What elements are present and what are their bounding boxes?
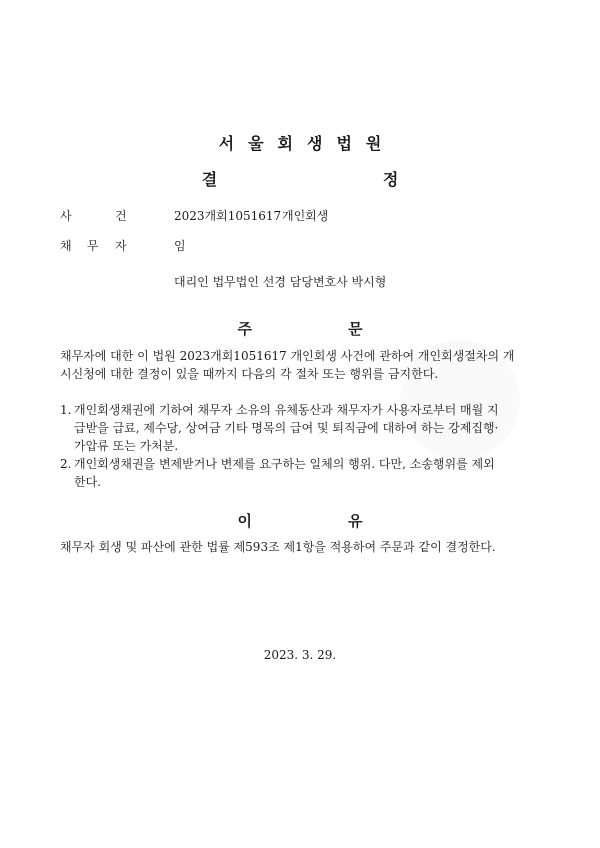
- order-item-line: 한다.: [74, 475, 101, 489]
- order-item-line: 급받을 급료, 제수당, 상여금 기타 명목의 급여 및 퇴직금에 대하여 하는 강제집행·: [74, 421, 499, 435]
- order-item-line: 개인회생채권을 변제받거나 변제를 요구하는 일체의 행위. 다만, 소송행위를 제외: [74, 457, 495, 471]
- reason-heading-char: 이: [237, 512, 253, 530]
- order-heading-char: 문: [347, 320, 363, 338]
- reason-heading: [0, 510, 600, 531]
- document-title-char: 정: [382, 170, 399, 189]
- order-item: [60, 401, 540, 455]
- case-label-char: 사: [60, 209, 72, 223]
- order-heading-char: 주: [237, 320, 253, 338]
- decision-date: 2023. 3. 29.: [263, 648, 337, 662]
- order-heading: [0, 318, 600, 339]
- debtor-label-char: 채: [60, 239, 72, 253]
- case-number: 2023개회1051617: [174, 209, 282, 223]
- reason-text: 채무자 회생 및 파산에 관한 법률 제593조 제1항을 적용하여 주문과 같이 결정한다.: [60, 540, 496, 554]
- debtor-name: 임: [174, 239, 186, 253]
- order-item-number: 2.: [60, 457, 72, 471]
- reason-heading-char: 유: [347, 512, 363, 530]
- debtor-label-char: 자: [115, 239, 127, 253]
- representative: 대리인 법무법인 선경 담당변호사 박시형: [174, 275, 387, 289]
- order-item-line: 개인회생채권에 기하여 채무자 소유의 유체동산과 채무자가 사용자로부터 매월 지: [74, 403, 499, 417]
- case-type: 개인회생: [282, 209, 329, 223]
- order-list: [60, 401, 540, 491]
- order-intro: [60, 347, 540, 383]
- case-label-char: 건: [115, 209, 127, 223]
- order-item-number: 1.: [60, 403, 72, 417]
- order-item-line: 가압류 또는 가처분.: [74, 439, 179, 453]
- debtor-label-char: 무: [87, 239, 99, 253]
- order-intro-line: 시신청에 대한 결정이 있을 때까지 다음의 각 절차 또는 행위를 금지한다.: [60, 367, 439, 381]
- document-title-char: 결: [201, 170, 218, 189]
- order-item: [60, 455, 540, 491]
- court-name: 서울회생법원: [218, 134, 396, 153]
- document-title: [0, 167, 600, 190]
- order-intro-line: 채무자에 대한 이 법원 2023개회1051617 개인회생 사건에 관하여 개인회생절차의 개: [60, 349, 515, 363]
